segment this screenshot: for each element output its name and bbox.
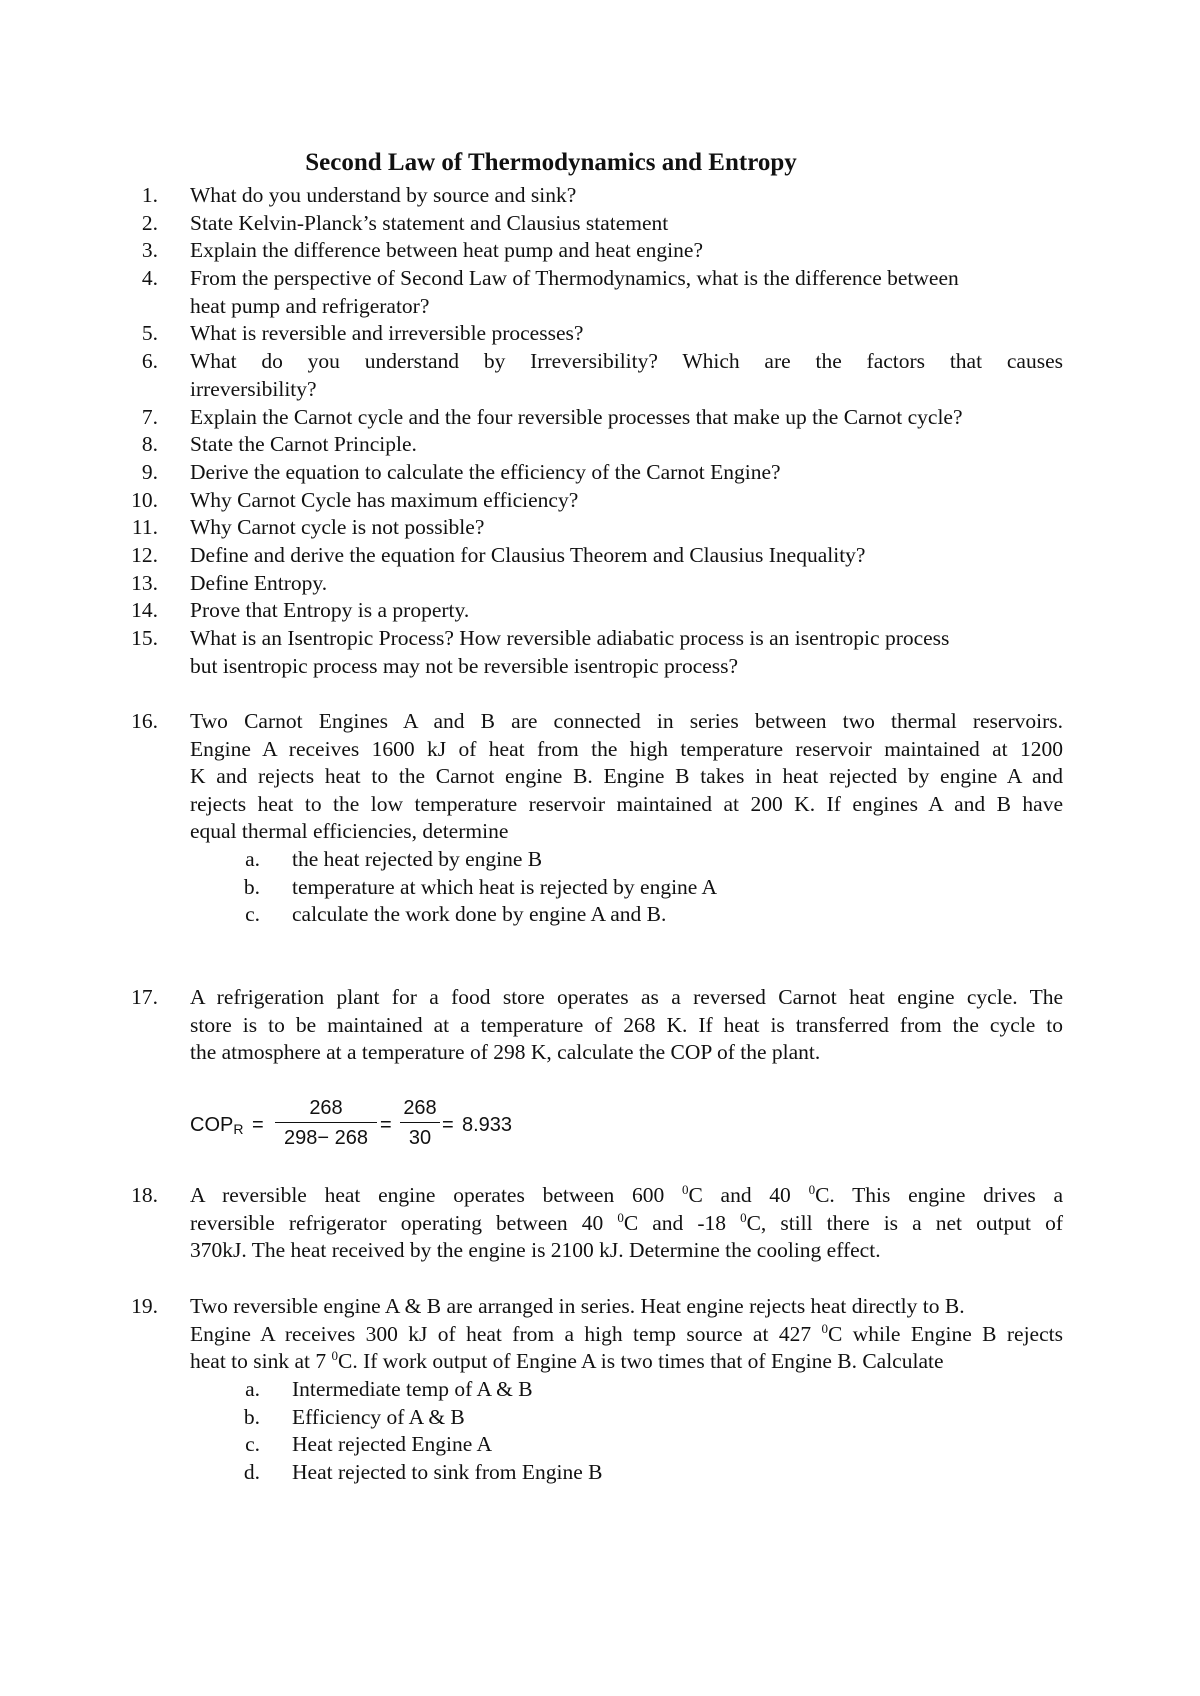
sub-item-text: temperature at which heat is rejected by engine A	[292, 875, 718, 899]
text-segment: heat to sink at 7	[190, 1349, 332, 1374]
question-text: Prove that Entropy is a property.	[190, 598, 470, 622]
sub-item-letter: c.	[245, 902, 260, 926]
page-title: Second Law of Thermodynamics and Entropy	[305, 149, 797, 176]
fraction-1-denominator: 298− 268	[284, 1127, 368, 1149]
question-text-line-1: From the perspective of Second Law of Thermodynamics, what is the difference between	[190, 266, 959, 290]
question-text-line-2	[190, 1210, 1063, 1238]
sub-item-letter: b.	[243, 1405, 260, 1429]
sub-item-text: Intermediate temp of A & B	[292, 1377, 533, 1401]
question-number: 1.	[141, 183, 158, 207]
question-number: 14.	[131, 598, 158, 622]
text-segment: C. This engine drives a	[815, 1183, 1063, 1207]
formula-lhs-text: COP	[190, 1114, 234, 1136]
question-text-line-4: rejects heat to the low temperature reservoir maintained at 200 K. If engines A and B have	[190, 791, 1063, 816]
text-segment: C while Engine B rejects	[827, 1321, 1063, 1346]
question-number: 19.	[131, 1294, 158, 1318]
text-segment: C. If work output of Engine A is two times that of Engine B. Calculate	[338, 1349, 944, 1374]
formula-lhs-subscript: R	[233, 1121, 244, 1137]
question-number: 12.	[131, 543, 158, 567]
sub-item-letter: b.	[243, 875, 260, 899]
fraction-2	[400, 1094, 440, 1151]
question-text: What is reversible and irreversible processes?	[190, 321, 584, 345]
sub-item-text: calculate the work done by engine A and B.	[292, 902, 667, 926]
sub-item-text: the heat rejected by engine B	[292, 847, 543, 871]
question-number: 15.	[131, 626, 158, 650]
question-text-line-2: irreversibility?	[190, 376, 317, 401]
equals-sign: =	[380, 1114, 392, 1136]
question-number: 5.	[141, 321, 158, 345]
question-text: What do you understand by source and sink?	[190, 183, 577, 207]
question-text-line-2: but isentropic process may not be reversible isentropic process?	[190, 653, 739, 678]
question-text: Define Entropy.	[190, 571, 328, 595]
sub-item-text: Heat rejected to sink from Engine B	[292, 1460, 603, 1484]
question-text-line-2: store is to be maintained at a temperature of 268 K. If heat is transferred from the cycle to	[190, 1012, 1063, 1037]
question-text-line-1: What do you understand by Irreversibility? Which are the factors that causes	[190, 349, 1063, 373]
sub-item-letter: d.	[243, 1460, 260, 1484]
question-text-line-3: the atmosphere at a temperature of 298 K, calculate the COP of the plant.	[190, 1040, 821, 1065]
question-text: Explain the Carnot cycle and the four reversible processes that make up the Carnot cycle?	[190, 405, 963, 429]
question-number: 6.	[141, 349, 158, 373]
question-number: 2.	[141, 211, 158, 235]
question-number: 3.	[141, 238, 158, 262]
question-number: 8.	[141, 432, 158, 456]
degree-superscript: 0	[331, 1348, 339, 1364]
question-text-line-3: K and rejects heat to the Carnot engine B. Engine B takes in heat rejected by engine A and	[190, 764, 1063, 789]
text-segment: reversible refrigerator operating between 40	[190, 1210, 618, 1235]
degree-superscript: 0	[808, 1182, 816, 1197]
formula-lhs	[190, 1114, 243, 1137]
equals-sign: =	[442, 1114, 454, 1136]
question-text-line-1: Two reversible engine A & B are arranged in series. Heat engine rejects heat directly to B.	[190, 1294, 965, 1318]
question-number: 17.	[131, 985, 158, 1009]
degree-superscript: 0	[681, 1182, 689, 1197]
cop-formula	[190, 1094, 690, 1184]
question-number: 16.	[131, 709, 158, 733]
fraction-2-denominator: 30	[408, 1127, 432, 1149]
question-text-line-2: Engine A receives 1600 kJ of heat from the high temperature reservoir maintained at 1200	[190, 736, 1063, 761]
sub-item-letter: a.	[245, 1377, 260, 1401]
question-text: State Kelvin-Planck’s statement and Clausius statement	[190, 211, 669, 235]
text-segment: C and 40	[688, 1183, 809, 1207]
question-number: 9.	[141, 460, 158, 484]
sub-item-text: Heat rejected Engine A	[292, 1432, 492, 1456]
question-text: Why Carnot cycle is not possible?	[190, 515, 485, 539]
question-text-line-2: heat pump and refrigerator?	[190, 293, 430, 318]
sub-item-letter: c.	[245, 1432, 260, 1456]
question-text-line-3	[190, 1348, 1063, 1376]
question-text-line-2	[190, 1321, 1063, 1349]
question-text-line-1: What is an Isentropic Process? How reversible adiabatic process is an isentropic process	[190, 626, 950, 650]
question-text-line-1: Two Carnot Engines A and B are connected in series between two thermal reservoirs.	[190, 709, 1063, 733]
question-text-line-5: equal thermal efficiencies, determine	[190, 819, 509, 844]
question-number: 4.	[141, 266, 158, 290]
question-number: 11.	[131, 515, 158, 539]
text-segment: C and -18	[623, 1210, 741, 1235]
text-segment: C, still there is a net output of	[746, 1210, 1063, 1235]
fraction-2-numerator: 268	[400, 1094, 440, 1123]
question-number: 10.	[131, 488, 158, 512]
question-text: Explain the difference between heat pump and heat engine?	[190, 238, 703, 262]
degree-superscript: 0	[617, 1209, 624, 1225]
text-segment: Engine A receives 300 kJ of heat from a high temp source at 427	[190, 1321, 822, 1346]
sub-item-letter: a.	[245, 847, 260, 871]
question-number: 7.	[141, 405, 158, 429]
question-text: Derive the equation to calculate the efficiency of the Carnot Engine?	[190, 460, 781, 484]
fraction-1	[275, 1094, 377, 1151]
formula-result: 8.933	[462, 1114, 513, 1136]
degree-superscript: 0	[740, 1209, 747, 1225]
sub-item-text: Efficiency of A & B	[292, 1405, 465, 1429]
question-text-line-3: 370kJ. The heat received by the engine is 2100 kJ. Determine the cooling effect.	[190, 1238, 881, 1263]
question-number: 18.	[131, 1183, 158, 1207]
question-text: Define and derive the equation for Clausius Theorem and Clausius Inequality?	[190, 543, 866, 567]
text-segment: A reversible heat engine operates between 600	[190, 1183, 682, 1207]
degree-superscript: 0	[821, 1320, 828, 1336]
question-text-line-1	[190, 1182, 1063, 1210]
equals-sign: =	[252, 1114, 264, 1136]
question-text: State the Carnot Principle.	[190, 432, 417, 456]
question-text: Why Carnot Cycle has maximum efficiency?	[190, 488, 579, 512]
question-number: 13.	[131, 571, 158, 595]
question-text-line-1: A refrigeration plant for a food store operates as a reversed Carnot heat engine cycle. The	[190, 985, 1063, 1009]
fraction-1-numerator: 268	[275, 1094, 377, 1123]
